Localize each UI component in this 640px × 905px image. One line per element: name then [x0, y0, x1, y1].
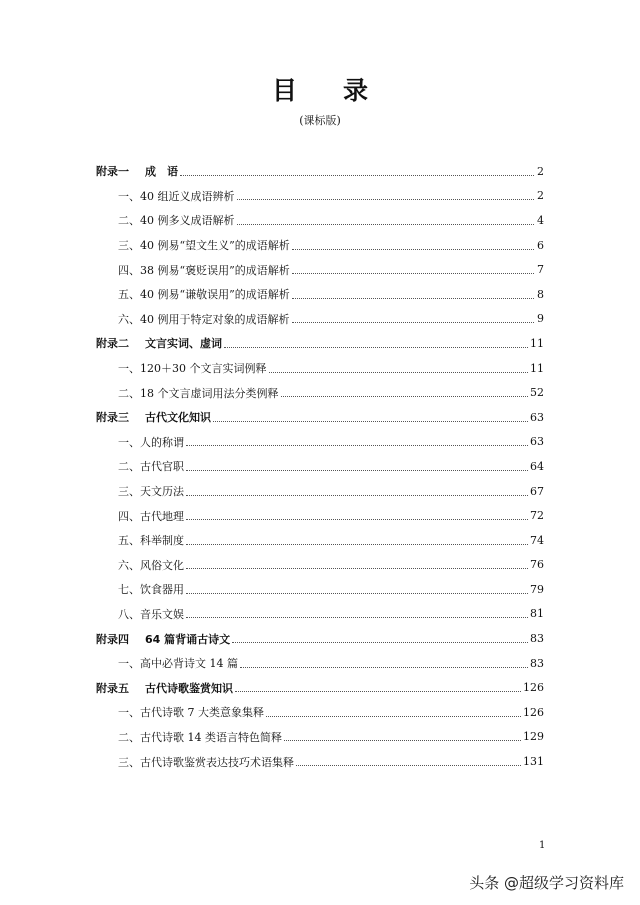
toc-page-number: 63 [530, 410, 544, 424]
toc-page-number: 11 [530, 361, 544, 375]
toc-item-row[interactable] [96, 208, 544, 233]
dot-leader [281, 396, 529, 397]
toc-entry-title: 三、40 例易“望文生义”的成语解析 [118, 239, 290, 253]
toc-section-prefix: 附录四 [96, 632, 129, 646]
toc-page-number: 7 [537, 263, 544, 277]
toc-page-number: 79 [530, 582, 544, 596]
toc-section-prefix: 附录一 [96, 165, 129, 179]
toc-item-row[interactable] [96, 233, 544, 258]
dot-leader [266, 716, 521, 717]
toc-page-number: 6 [537, 238, 544, 252]
toc-entry-title: 八、音乐文娱 [118, 607, 184, 621]
toc-entry-label [96, 606, 184, 622]
toc-entry-label [96, 508, 184, 524]
toc-item-row[interactable] [96, 307, 544, 332]
toc-page-number: 72 [530, 509, 544, 523]
toc-page-number: 63 [530, 435, 544, 449]
toc-item-row[interactable] [96, 749, 544, 774]
toc-section-prefix: 附录三 [96, 411, 129, 425]
toc-page-number: 4 [537, 213, 544, 227]
toc-page-number: 2 [537, 189, 544, 203]
toc-entry-title: 成 语 [145, 165, 178, 179]
dot-leader [292, 249, 534, 250]
toc-entry-label [96, 557, 184, 573]
toc-entry-label [96, 434, 184, 450]
page-number: 1 [539, 840, 546, 851]
toc-entry-title: 64 篇背诵古诗文 [145, 632, 231, 646]
watermark: 头条 @超级学习资料库 [469, 874, 624, 892]
toc-entry-label [96, 458, 184, 474]
toc-item-row[interactable] [96, 651, 544, 676]
dot-leader [186, 445, 528, 446]
toc-entry-title: 三、天文历法 [118, 485, 184, 499]
dot-leader [269, 372, 529, 373]
toc-entry-label [96, 335, 222, 351]
dot-leader [292, 322, 535, 323]
toc-page-number: 126 [523, 705, 544, 719]
dot-leader [232, 642, 528, 643]
dot-leader [186, 568, 528, 569]
toc-entry-label [96, 754, 294, 770]
toc-entry-title: 一、古代诗歌 7 大类意象集释 [118, 706, 264, 720]
toc-item-row[interactable] [96, 282, 544, 307]
toc-section-row[interactable] [96, 675, 544, 700]
toc-item-row[interactable] [96, 700, 544, 725]
toc-page-number: 81 [530, 607, 544, 621]
toc-entry-title: 古代诗歌鉴赏知识 [145, 681, 233, 695]
toc-entry-label [96, 729, 282, 745]
toc-entry-title: 二、古代诗歌 14 类语言特色简释 [118, 730, 282, 744]
toc-item-row[interactable] [96, 430, 544, 455]
toc-entry-label [96, 311, 290, 327]
dot-leader [186, 495, 528, 496]
toc-page-number: 67 [530, 484, 544, 498]
toc-page-number: 129 [523, 730, 544, 744]
dot-leader [292, 298, 534, 299]
toc-item-row[interactable] [96, 454, 544, 479]
dot-leader [186, 470, 528, 471]
toc-entry-label [96, 581, 184, 597]
toc-page-number: 64 [530, 459, 544, 473]
toc-entry-label [96, 704, 264, 720]
dot-leader [292, 273, 534, 274]
toc-page-number: 126 [523, 681, 544, 695]
toc-entry-title: 一、40 组近义成语辨析 [118, 189, 235, 203]
toc-item-row[interactable] [96, 602, 544, 627]
toc-entry-title: 三、古代诗歌鉴赏表达技巧术语集释 [118, 755, 294, 769]
dot-leader [186, 519, 528, 520]
toc-item-row[interactable] [96, 577, 544, 602]
toc-entry-title: 一、高中必背诗文 14 篇 [118, 657, 238, 671]
toc-item-row[interactable] [96, 725, 544, 750]
toc-page-number: 52 [530, 386, 544, 400]
page-title: 目录 [271, 76, 414, 105]
toc-entry-label [96, 237, 290, 253]
toc-entry-title: 古代文化知识 [145, 411, 211, 425]
toc-entry-title: 文言实词、虚词 [145, 337, 222, 351]
toc-entry-label [96, 212, 235, 228]
toc-entry-title: 一、120＋30 个文言实词例释 [118, 362, 267, 376]
toc-entry-label [96, 385, 279, 401]
table-of-contents [96, 159, 544, 774]
toc-entry-label [96, 631, 230, 647]
toc-entry-label [96, 360, 267, 376]
dot-leader [284, 740, 521, 741]
dot-leader [235, 691, 521, 692]
toc-page-number: 11 [530, 336, 544, 350]
toc-entry-title: 二、18 个文言虚词用法分类例释 [118, 386, 279, 400]
toc-item-row[interactable] [96, 380, 544, 405]
toc-entry-title: 四、古代地理 [118, 509, 184, 523]
toc-entry-label [96, 532, 184, 548]
toc-entry-label [96, 262, 290, 278]
toc-entry-title: 四、38 例易“褒贬误用”的成语解析 [118, 263, 290, 277]
toc-item-row[interactable] [96, 479, 544, 504]
toc-entry-title: 二、40 例多义成语解析 [118, 214, 235, 228]
edition-subtitle: (课标版) [299, 114, 341, 127]
toc-item-row[interactable] [96, 528, 544, 553]
toc-entry-label [96, 409, 211, 425]
toc-page-number: 131 [523, 755, 544, 769]
dot-leader [240, 667, 528, 668]
toc-page-number: 83 [530, 656, 544, 670]
toc-entry-title: 二、古代官职 [118, 460, 184, 474]
toc-entry-title: 五、科举制度 [118, 534, 184, 548]
dot-leader [237, 224, 535, 225]
toc-section-row[interactable] [96, 331, 544, 356]
dot-leader [213, 421, 528, 422]
toc-entry-label [96, 286, 290, 302]
dot-leader [186, 544, 528, 545]
toc-item-row[interactable] [96, 257, 544, 282]
toc-item-row[interactable] [96, 503, 544, 528]
toc-page-number: 9 [537, 312, 544, 326]
toc-item-row[interactable] [96, 553, 544, 578]
toc-page-number: 83 [530, 632, 544, 646]
dot-leader [296, 765, 521, 766]
toc-entry-title: 六、风俗文化 [118, 558, 184, 572]
dot-leader [186, 617, 528, 618]
toc-entry-label [96, 188, 235, 204]
dot-leader [180, 175, 534, 176]
dot-leader [224, 347, 528, 348]
toc-entry-label [96, 163, 178, 179]
toc-item-row[interactable] [96, 356, 544, 381]
dot-leader [186, 593, 528, 594]
toc-entry-title: 五、40 例易“谦敬误用”的成语解析 [118, 288, 290, 302]
toc-entry-title: 六、40 例用于特定对象的成语解析 [118, 312, 290, 326]
toc-entry-title: 一、人的称谓 [118, 435, 184, 449]
toc-page-number: 8 [537, 287, 544, 301]
toc-entry-label [96, 483, 184, 499]
toc-page-number: 74 [530, 533, 544, 547]
toc-entry-title: 七、饮食器用 [118, 583, 184, 597]
toc-page-number: 76 [530, 558, 544, 572]
toc-item-row[interactable] [96, 184, 544, 209]
toc-section-row[interactable] [96, 159, 544, 184]
dot-leader [237, 199, 535, 200]
toc-section-row[interactable] [96, 405, 544, 430]
toc-page-number: 2 [537, 164, 544, 178]
toc-section-prefix: 附录五 [96, 681, 129, 695]
toc-section-row[interactable] [96, 626, 544, 651]
toc-entry-label [96, 680, 233, 696]
toc-entry-label [96, 655, 238, 671]
toc-section-prefix: 附录二 [96, 337, 129, 351]
